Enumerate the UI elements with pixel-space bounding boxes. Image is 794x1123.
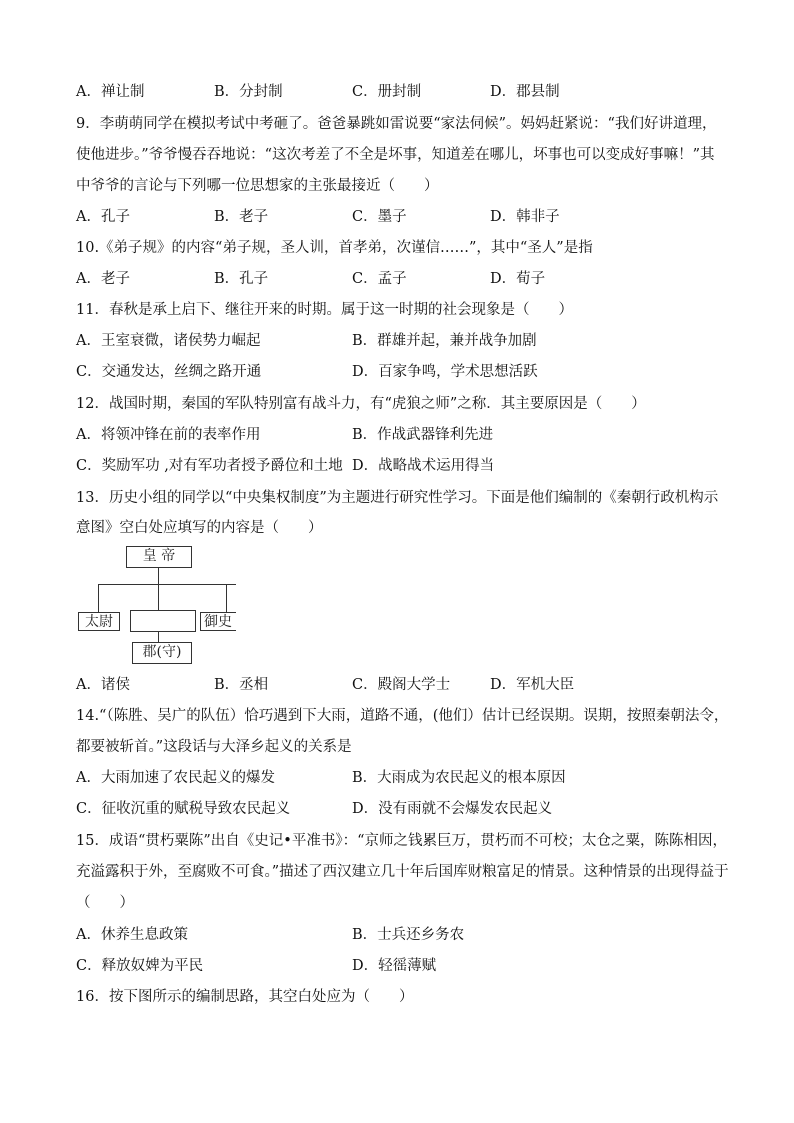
q14-stem-line-2: 都要被斩首。”这段话与大泽乡起义的关系是: [76, 739, 352, 755]
q10-stem: 10.《弟子规》的内容“弟子规，圣人训，首孝弟，次谨信……”，其中“圣人”是指: [76, 240, 593, 256]
q15-option-d: D．轻徭薄赋: [352, 958, 437, 974]
q8-option-c: C．册封制: [352, 84, 422, 100]
q15-stem-line-2: 充溢露积于外，至腐败不可食。”描述了西汉建立几十年后国库财粮富足的情景。这种情景的出现得益于: [76, 864, 729, 880]
connector: [98, 584, 99, 612]
q11-option-c: C．交通发达，丝绸之路开通: [76, 364, 262, 380]
taiwei-box: 太尉: [78, 612, 120, 631]
q11-option-a: A．王室衰微，诸侯势力崛起: [76, 333, 261, 349]
q9-stem-line-2: 使他进步。”爷爷慢吞吞地说：“这次考差了不全是坏事，知道差在哪儿，坏事也可以变成好事嘛！”其: [76, 147, 715, 163]
q9-option-a: A．孔子: [76, 209, 130, 225]
q9-option-d: D．韩非子: [490, 209, 560, 225]
q11-stem: 11．春秋是承上启下、继往开来的时期。属于这一时期的社会现象是（ ）: [76, 302, 573, 318]
q13-option-c: C．殿阁大学士: [352, 677, 451, 693]
q15-option-b: B．士兵还乡务农: [352, 927, 465, 943]
q9-option-c: C．墨子: [352, 209, 407, 225]
q12-option-a: A．将领冲锋在前的表率作用: [76, 427, 261, 443]
connector: [158, 568, 159, 584]
q13-option-a: A．诸侯: [76, 677, 130, 693]
q10-option-b: B．孔子: [214, 271, 269, 287]
q14-stem-line-1: 14.“（陈胜、吴广的队伍）恰巧遇到下大雨，道路不通，(他们）估计已经误期。误期，按照秦朝法令，: [76, 708, 729, 724]
q8-option-a: A．禅让制: [76, 84, 145, 100]
q14-option-b: B．大雨成为农民起义的根本原因: [352, 770, 566, 786]
emperor-box: 皇 帝: [126, 546, 192, 568]
q14-option-c: C．征收沉重的赋税导致农民起义: [76, 801, 291, 817]
q15-option-c: C．释放奴婢为平民: [76, 958, 204, 974]
q12-option-d: D．战略战术运用得当: [352, 458, 495, 474]
q9-stem-line-1: 9．李萌萌同学在模拟考试中考砸了。爸爸暴跳如雷说要“家法伺候”。妈妈赶紧说：“我们好讲道理，: [76, 116, 717, 132]
yushi-box: 御史: [200, 612, 236, 631]
q15-stem-line-3: （ ）: [76, 895, 134, 911]
commandery-box: 郡(守): [132, 642, 192, 664]
q13-option-d: D．军机大臣: [490, 677, 575, 693]
q8-option-d: D．郡县制: [490, 84, 560, 100]
q12-option-b: B．作战武器锋利先进: [352, 427, 494, 443]
admin-structure-diagram: [76, 546, 236, 668]
q9-stem-line-3: 中爷爷的言论与下列哪一位思想家的主张最接近（ ）: [76, 178, 439, 194]
q15-stem-line-1: 15．成语“贯朽粟陈”出自《史记•平准书》：“京师之钱累巨万，贯朽而不可校；太仓之粟，陈陈相因，: [76, 833, 727, 849]
q15-option-a: A．休养生息政策: [76, 927, 188, 943]
q16-stem: 16．按下图所示的编制思路，其空白处应为（ ）: [76, 989, 414, 1005]
connector: [226, 584, 227, 612]
q11-option-d: D．百家争鸣，学术思想活跃: [352, 364, 538, 380]
q9-option-b: B．老子: [214, 209, 269, 225]
q10-option-c: C．孟子: [352, 271, 407, 287]
connector: [158, 632, 159, 642]
connector: [158, 584, 159, 610]
q13-option-b: B．丞相: [214, 677, 269, 693]
q11-option-b: B．群雄并起，兼并战争加剧: [352, 333, 537, 349]
connector: [98, 584, 236, 585]
q12-option-c: C．奖励军功 ,对有军功者授予爵位和土地: [76, 458, 343, 474]
blank-box: [130, 610, 196, 632]
q14-option-d: D．没有雨就不会爆发农民起义: [352, 801, 553, 817]
q8-option-b: B．分封制: [214, 84, 283, 100]
q13-stem-line-1: 13．历史小组的同学以“中央集权制度”为主题进行研究性学习。下面是他们编制的《秦朝行政机构示: [76, 490, 719, 506]
q12-stem: 12．战国时期，秦国的军队特别富有战斗力，有“虎狼之师”之称．其主要原因是（ ）: [76, 396, 646, 412]
q10-option-a: A．老子: [76, 271, 130, 287]
q10-option-d: D．荀子: [490, 271, 546, 287]
q14-option-a: A．大雨加速了农民起义的爆发: [76, 770, 275, 786]
q13-stem-line-2: 意图》空白处应填写的内容是（ ）: [76, 520, 323, 536]
